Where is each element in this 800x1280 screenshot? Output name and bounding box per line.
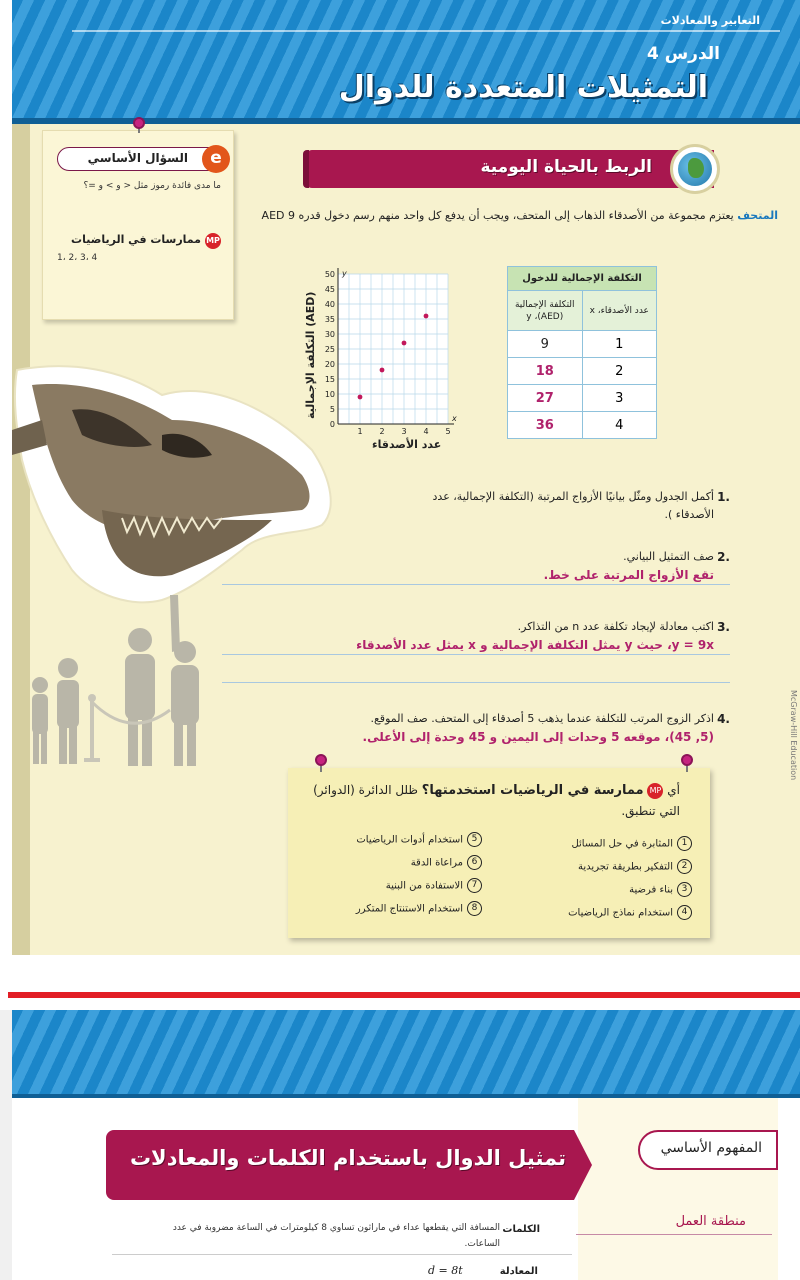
chart-y-tick-label: 35	[324, 315, 335, 324]
breadcrumb: التعابير والمعادلات	[660, 14, 760, 27]
key-concept-tab	[638, 1130, 778, 1170]
question-3-number: 3.	[717, 620, 730, 634]
question-2-answer: تقع الأزواج المرتبة على خط.	[543, 568, 714, 582]
practice-option-5[interactable]	[302, 832, 482, 847]
table-cell-x: 2	[582, 358, 657, 385]
words-label: الكلمات	[502, 1224, 540, 1235]
chart-x-tick-label: 4	[423, 427, 429, 436]
cost-table	[507, 266, 657, 439]
chart-y-axis-label: التكلفة الإجمالية (AED)	[304, 291, 317, 419]
workspace-rule	[576, 1234, 772, 1235]
real-world-banner	[306, 150, 714, 188]
globe-land	[688, 158, 704, 178]
row-divider	[112, 1254, 572, 1255]
question-4-answer: (5, 45)، موقعه 5 وحدات إلى اليمين و 45 وحدة إلى الأعلى.	[362, 730, 714, 744]
question-4-text: اذكر الزوج المرتب للتكلفة عندما يذهب 5 أصدقاء إلى المتحف. صف الموقع.	[370, 712, 714, 725]
table-cell-x: 4	[582, 412, 657, 439]
chart-y-tick-label: 45	[324, 285, 335, 294]
question-3-text: اكتب معادلة لإيجاد تكلفة عدد n من التذاكر.	[517, 620, 714, 633]
practice-instruction: ظلل الدائرة (الدوائر) التي تنطبق.	[313, 783, 680, 818]
header-rule	[72, 30, 780, 32]
pin-icon	[315, 754, 327, 766]
option-circle[interactable]: 3	[677, 882, 692, 897]
essential-question-label-box	[57, 147, 223, 171]
page-edge	[0, 1010, 12, 1280]
globe-sphere	[678, 152, 712, 186]
table-cell-x: 3	[582, 385, 657, 412]
option-circle[interactable]: 8	[467, 901, 482, 916]
publisher-credit: McGraw-Hill Education	[789, 690, 798, 781]
table-row	[508, 358, 657, 385]
question-1-number: 1.	[717, 490, 730, 504]
page-divider	[8, 992, 800, 998]
lesson-title: التمثيلات المتعددة للدوال	[338, 70, 708, 105]
table-row	[508, 412, 657, 439]
option-circle[interactable]: 1	[677, 836, 692, 851]
option-label: بناء فرضية	[629, 884, 673, 896]
chart-y-tick-label: 15	[324, 375, 335, 384]
option-label: الاستفادة من البنية	[385, 880, 463, 892]
chart-x-axis-letter: x	[452, 414, 457, 423]
math-practices-icon: MP	[205, 233, 221, 249]
question-3	[214, 618, 714, 654]
textbook-page-2	[0, 1010, 800, 1280]
chart-x-tick-label: 1	[357, 427, 363, 436]
table-cell-y: 36	[508, 412, 583, 439]
lesson-header	[12, 0, 800, 124]
option-circle[interactable]: 5	[467, 832, 482, 847]
math-practices-numbers: 1، 2، 3، 4	[57, 253, 98, 263]
chart-y-tick-label: 50	[324, 270, 335, 279]
chart-x-tick-label: 5	[445, 427, 451, 436]
key-concept-title: تمثيل الدوال باستخدام الكلمات والمعادلات	[129, 1146, 566, 1170]
workspace-column	[578, 1098, 778, 1280]
option-circle[interactable]: 6	[467, 855, 482, 870]
chart-y-tick-label: 20	[324, 360, 335, 369]
workspace-label: منطقة العمل	[675, 1214, 746, 1229]
intro-paragraph	[258, 206, 778, 225]
question-4-number: 4.	[717, 712, 730, 726]
chart-data-point	[424, 314, 429, 319]
lesson-number: الدرس 4	[646, 44, 720, 64]
math-practice-note	[288, 768, 710, 938]
question-1-text: أكمل الجدول ومثّل بيانيًا الأزواج المرتبة (التكلفة الإجمالية، عدد الأصدقاء ).	[432, 490, 714, 521]
question-2-text: صف التمثيل البياني.	[623, 550, 714, 563]
option-label: المثابرة في حل المسائل	[571, 838, 673, 850]
practice-option-6[interactable]	[302, 855, 482, 870]
practice-option-7[interactable]	[302, 878, 482, 893]
essential-question-text: ما مدى فائدة رموز مثل < و > و =؟	[83, 181, 221, 191]
real-world-title: الربط بالحياة اليومية	[480, 157, 652, 177]
page-2-header	[12, 1010, 800, 1098]
practice-option-2[interactable]	[512, 859, 692, 874]
chart-x-tick-label: 2	[379, 427, 385, 436]
option-label: استخدام الاستنتاج المتكرر	[355, 903, 463, 915]
chart-y-tick-label: 5	[329, 405, 335, 414]
practice-option-8[interactable]	[302, 901, 482, 916]
chart-y-tick-label: 40	[324, 300, 335, 309]
intro-keyword: المتحف	[737, 209, 778, 222]
practice-option-1[interactable]	[512, 836, 692, 851]
key-concept-label: المفهوم الأساسي	[660, 1140, 762, 1156]
chart-x-axis-label: عدد الأصدقاء	[372, 438, 442, 451]
table-header-y: التكلفة الإجمالية (AED)، y	[508, 291, 583, 331]
answer-line	[222, 584, 730, 585]
table-cell-y: 27	[508, 385, 583, 412]
chart-y-tick-label: 30	[324, 330, 335, 339]
chart-y-tick-label: 0	[329, 420, 335, 429]
table-cell-x: 1	[582, 331, 657, 358]
table-header-x: عدد الأصدقاء، x	[582, 291, 657, 331]
option-circle[interactable]: 4	[677, 905, 692, 920]
pin-icon	[133, 117, 145, 129]
equation-value: d = 8t	[428, 1264, 463, 1277]
chart-y-axis-letter: y	[342, 269, 347, 278]
key-concept-banner	[106, 1130, 574, 1200]
question-2-number: 2.	[717, 550, 730, 564]
chart-data-point	[402, 341, 407, 346]
question-4	[214, 710, 714, 746]
page-edge	[0, 0, 12, 955]
option-circle[interactable]: 2	[677, 859, 692, 874]
option-circle[interactable]: 7	[467, 878, 482, 893]
chart-x-tick-label: 3	[401, 427, 407, 436]
equation-label: المعادلة	[499, 1266, 538, 1277]
practice-option-4[interactable]	[512, 905, 692, 920]
practice-title-bold: ممارسة في الرياضيات استخدمتها؟	[421, 783, 644, 798]
question-3-answer: y = 9x، حيث y يمثل التكلفة الإجمالية و x يمثل عدد الأصدقاء	[356, 638, 714, 652]
question-e-icon: e	[202, 145, 230, 173]
intro-text: يعتزم مجموعة من الأصدقاء الذهاب إلى المتحف، ويجب أن يدفع كل واحد منهم رسم دخول قدره 9 AED	[261, 209, 734, 222]
answer-line	[222, 682, 730, 683]
practice-prefix: أي	[667, 783, 680, 797]
table-caption: التكلفة الإجمالية للدخول	[508, 267, 657, 291]
chart-data-point	[380, 368, 385, 373]
table-cell-y: 18	[508, 358, 583, 385]
chart-y-tick-label: 25	[324, 345, 335, 354]
table-cell-y: 9	[508, 331, 583, 358]
option-label: مراعاة الدقة	[410, 857, 463, 869]
pin-icon	[681, 754, 693, 766]
practice-title	[310, 780, 680, 821]
answer-line	[222, 654, 730, 655]
table-row	[508, 385, 657, 412]
option-label: استخدام أدوات الرياضيات	[356, 834, 463, 846]
globe-icon	[670, 144, 720, 194]
math-practices-title: ممارسات في الرياضيات	[71, 233, 201, 246]
chart-data-point	[358, 395, 363, 400]
practice-option-3[interactable]	[512, 882, 692, 897]
math-practices-icon: MP	[647, 783, 663, 799]
words-text: المسافة التي يقطعها عداء في ماراثون تساوي 8 كيلومترات في الساعة مضروبة في عدد الساعات.	[172, 1223, 500, 1249]
option-label: استخدام نماذج الرياضيات	[568, 907, 673, 919]
option-label: التفكير بطريقة تجريدية	[578, 861, 673, 873]
essential-question-title: السؤال الأساسي	[87, 151, 188, 165]
chart-y-tick-label: 10	[324, 390, 335, 399]
question-2	[214, 548, 714, 584]
table-row	[508, 331, 657, 358]
essential-question-note	[42, 130, 234, 320]
